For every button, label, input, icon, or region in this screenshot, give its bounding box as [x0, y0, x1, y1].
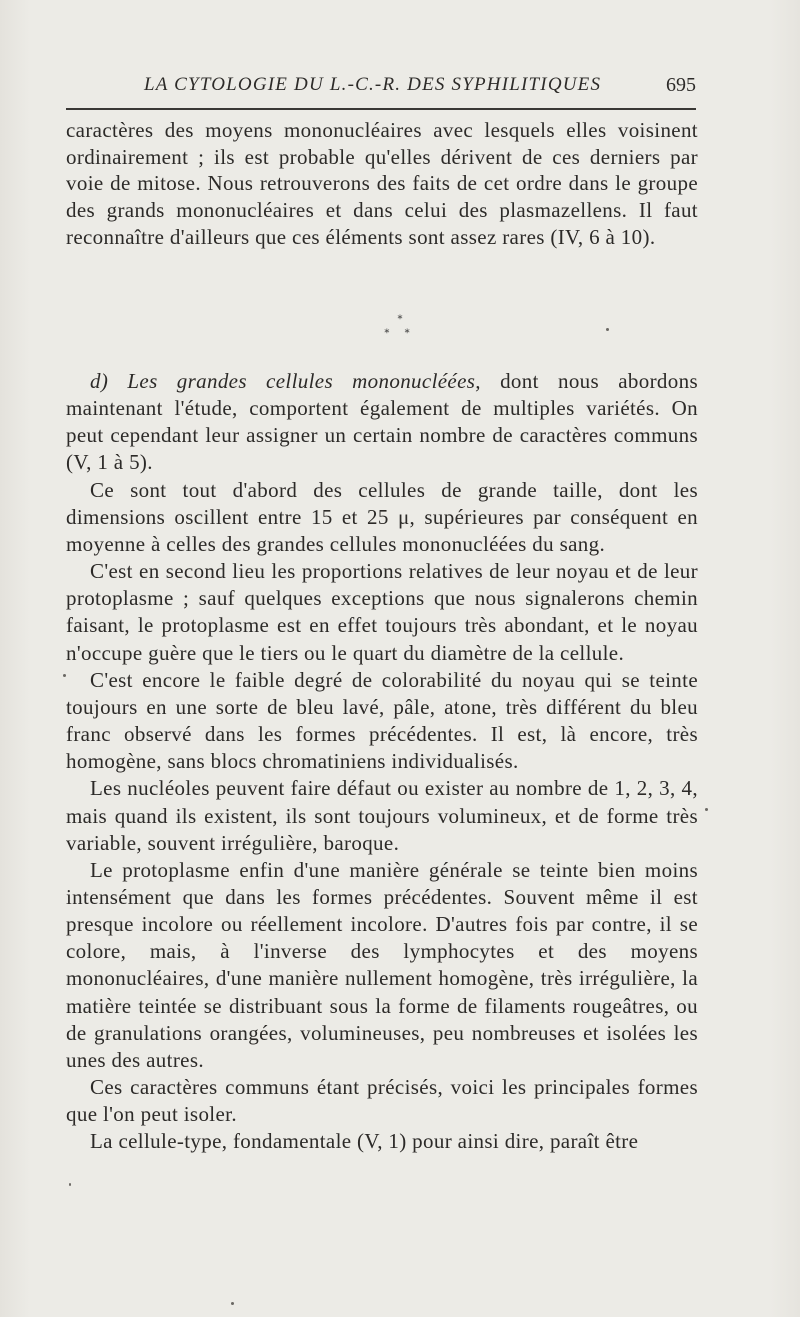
section-separator-top: *: [397, 314, 403, 325]
paper-speck: [606, 328, 609, 331]
page-number: 695: [666, 74, 696, 96]
paper-speck: [63, 674, 66, 677]
paper-speck: [705, 808, 708, 811]
section-d: [66, 368, 698, 1156]
paragraph-cell-type: La cellule-type, fondamentale (V, 1) pour ainsi dire, paraît être: [90, 1129, 639, 1154]
paragraph-protoplasm: Le protoplasme enfin d'une manière générale se teinte bien moins intensément que dans les formes précédentes. Souvent même il est presque incolore ou réellement incolore. D'autres fois par contre, il se colore, mais, à l'inverse des lymphocytes et des moyens mononucléaires, d'une manière nullement homogène, très irrégulière, la matière teintée se distribuant sous la forme de filaments rougeâtres, ou de granulations orangées, volumineuses, peu nombreuses et isolées les unes des autres.: [66, 857, 698, 1072]
paragraph-nucleus-color: C'est encore le faible degré de colorabilité du noyau qui se teinte toujours en une sorte de bleu lavé, pâle, atone, très différent du bleu franc observé dans les formes précédentes. Il est, là encore, très homogène, sans blocs chromatiniens individualisés.: [66, 667, 698, 774]
paper-speck: [231, 1302, 234, 1305]
paragraph-size: Ce sont tout d'abord des cellules de grande taille, dont les dimensions oscillent entre 15 et 25 μ, supérieures par conséquent en moyenne à celles des grandes cellules mononucléées du sang.: [66, 477, 698, 556]
running-title: LA CYTOLOGIE DU L.-C.-R. DES SYPHILITIQUES: [144, 74, 602, 95]
section-title: Les grandes cellules mononucléées,: [127, 369, 481, 393]
paper-speck: [69, 1183, 71, 1186]
section-d-intro: [66, 368, 698, 477]
header-rule: [66, 108, 696, 110]
section-separator-bottom: * *: [384, 328, 416, 339]
paragraph-proportions: C'est en second lieu les proportions relatives de leur noyau et de leur protoplasme ; sauf quelques exceptions que nous signalerons chemin faisant, le protoplasme est en effet toujours très abondant, et le noyau n'occupe guère que le tiers ou le quart du diamètre de la cellule.: [66, 559, 698, 665]
paragraph-forms: Ces caractères communs étant précisés, voici les principales formes que l'on peut isoler.: [66, 1075, 698, 1127]
paragraph-continuation: caractères des moyens mononucléaires avec lesquels elles voisinent ordinairement ; ils est probable qu'elles dérivent de ces derniers par voie de mitose. Nous retrouverons des faits de cet ordre dans le groupe des grands mononucléaires et dans celui des plasmazellens. Il faut reconnaître d'ailleurs que ces éléments sont assez rares (IV, 6 à 10).: [66, 118, 698, 249]
continued-paragraph: [66, 117, 698, 251]
page-header: [66, 74, 696, 102]
paragraph-nucleoli: Les nucléoles peuvent faire défaut ou exister au nombre de 1, 2, 3, 4, mais quand ils existent, ils sont toujours volumineux, et de forme très variable, souvent irrégulière, baroque.: [66, 776, 698, 855]
section-label: d): [90, 369, 109, 393]
section-intro-text: dont nous abordons maintenant l'étude, comportent également de multiples variétés. On peut cependant leur assigner un certain nombre de caractères communs (V, 1 à 5).: [66, 369, 698, 475]
